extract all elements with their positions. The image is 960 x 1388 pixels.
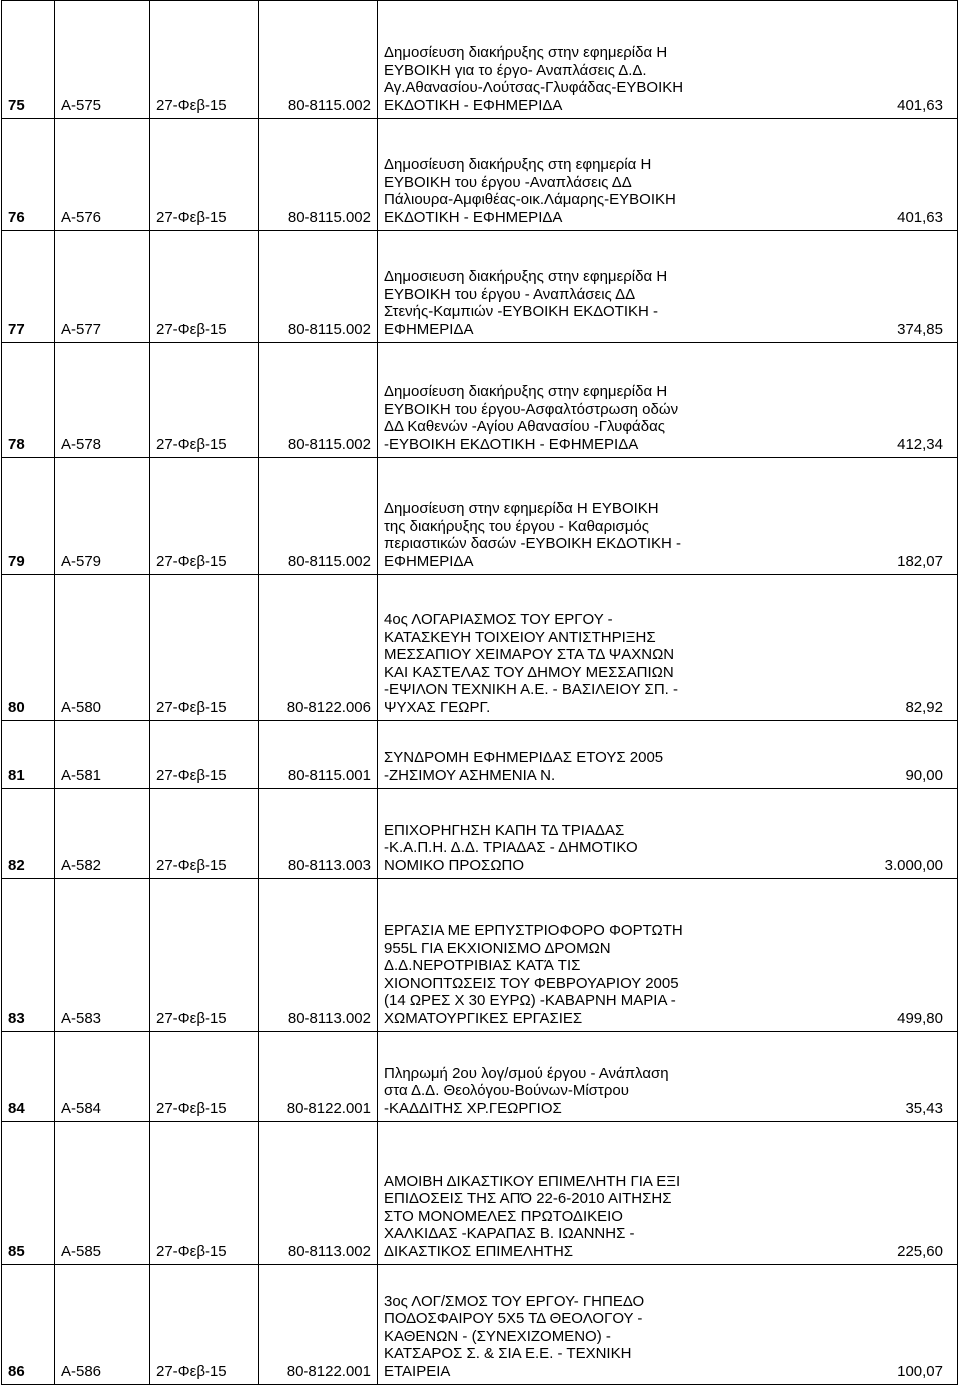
account-code: 80-8115.002 [259,231,378,343]
voucher-code: Α-581 [55,721,150,789]
account-code: 80-8115.002 [259,458,378,575]
payments-table-body [2,1,958,1385]
row-number: 75 [2,1,55,119]
amount-value: 35,43 [905,1099,943,1117]
account-code: 80-8113.003 [259,789,378,879]
voucher-date: 27-Φεβ-15 [150,721,259,789]
account-code: 80-8122.001 [259,1265,378,1385]
description-text: ΑΜΟΙΒΗ ΔΙΚΑΣΤΙΚΟΥ ΕΠΙΜΕΛΗΤΗ ΓΙΑ ΕΞΙ ΕΠΙΔΟΣΕΙΣ ΤΗΣ ΑΠΌ 22-6-2010 ΑΙΤΗΣΗΣ ΣΤΟ ΜΟΝΟΜΕΛΕΣ ΠΡΩΤΟΔΙΚΕΙΟ ΧΑΛΚΙΔΑΣ -ΚΑΡΑΠΑΣ Β. ΙΩΑΝΝΗΣ - ΔΙΚΑΣΤΙΚΟΣ ΕΠΙΜΕΛΗΤΗΣ [384,1172,681,1260]
description-text: Δημοσιευση διακήρυξης στην εφημερίδα Η ΕΥΒΟΙΚΗ του έργου - Αναπλάσεις ΔΔ Στενής-Καμπιών -ΕΥΒΟΙΚΗ ΕΚΔΟΤΙΚΗ - ΕΦΗΜΕΡΙΔΑ [384,268,668,338]
table-row [2,231,958,343]
amount-value: 182,07 [897,552,943,570]
description-cell [378,721,958,789]
account-code: 80-8113.002 [259,879,378,1032]
voucher-code: Α-579 [55,458,150,575]
voucher-date: 27-Φεβ-15 [150,1265,259,1385]
table-row [2,1032,958,1122]
voucher-date: 27-Φεβ-15 [150,1032,259,1122]
description-text: 3ος ΛΟΓ/ΣΜΟΣ ΤΟΥ ΕΡΓΟΥ- ΓΗΠΕΔΟ ΠΟΔΟΣΦΑΙΡΟΥ 5Χ5 ΤΔ ΘΕΟΛΟΓΟΥ - ΚΑΘΕΝΩΝ - (ΣΥΝΕΧΙΖΟΜΕΝΟ) - ΚΑΤΣΑΡΟΣ Σ. & ΣΙΑ Ε.Ε. - ΤΕΧΝΙΚΗ ΕΤΑΙΡΕΙΑ [384,1292,645,1380]
voucher-date: 27-Φεβ-15 [150,1122,259,1265]
voucher-date: 27-Φεβ-15 [150,119,259,231]
description-cell [378,119,958,231]
voucher-code: Α-576 [55,119,150,231]
description-text: Δημοσίευση στην εφημερίδα Η ΕΥΒΟΙΚΗ της διακήρυξης του έργου - Καθαρισμός περιαστικών δασών -ΕΥΒΟΙΚΗ ΕΚΔΟΤΙΚΗ - ΕΦΗΜΕΡΙΔΑ [384,500,682,570]
description-cell [378,789,958,879]
table-row [2,721,958,789]
amount-value: 225,60 [897,1242,943,1260]
table-row [2,879,958,1032]
row-number: 86 [2,1265,55,1385]
row-number: 84 [2,1032,55,1122]
table-row [2,1265,958,1385]
amount-value: 100,07 [897,1362,943,1380]
description-text: 4ος ΛΟΓΑΡΙΑΣΜΟΣ ΤΟΥ ΕΡΓΟΥ - ΚΑΤΑΣΚΕΥΗ ΤΟΙΧΕΙΟΥ ΑΝΤΙΣΤΗΡΙΞΗΣ ΜΕΣΣΑΠΙΟΥ ΧΕΙΜΑΡΟΥ ΣΤΑ ΤΔ ΨΑΧΝΩΝ ΚΑΙ ΚΑΣΤΕΛΑΣ ΤΟΥ ΔΗΜΟΥ ΜΕΣΣΑΠΙΩΝ -ΕΨΙΛΟΝ ΤΕΧΝΙΚΗ Α.Ε. - ΒΑΣΙΛΕΙΟΥ ΣΠ. - ΨΥΧΑΣ ΓΕΩΡΓ. [384,611,678,716]
description-cell [378,1032,958,1122]
table-row [2,458,958,575]
voucher-date: 27-Φεβ-15 [150,575,259,721]
description-text: ΕΡΓΑΣΙΑ ΜΕ ΕΡΠΥΣΤΡΙΟΦΟΡΟ ΦΟΡΤΩΤΗ 955L ΓΙΑ ΕΚΧΙΟΝΙΣΜΟ ΔΡΟΜΩΝ Δ.Δ.ΝΕΡΟΤΡΙΒΙΑΣ ΚΑΤΆ ΤΙΣ ΧΙΟΝΟΠΤΩΣΕΙΣ ΤΟΥ ΦΕΒΡΟΥΑΡΙΟΥ 2005 (14 ΩΡΕΣ Χ 30 ΕΥΡΩ) -ΚΑΒΑΡΝΗ ΜΑΡΙΑ - ΧΩΜΑΤΟΥΡΓΙΚΕΣ ΕΡΓΑΣΙΕΣ [384,922,683,1027]
voucher-date: 27-Φεβ-15 [150,879,259,1032]
row-number: 77 [2,231,55,343]
account-code: 80-8115.001 [259,721,378,789]
table-row [2,575,958,721]
description-cell [378,1122,958,1265]
voucher-code: Α-577 [55,231,150,343]
table-row [2,119,958,231]
amount-value: 401,63 [897,96,943,114]
description-text: ΣΥΝΔΡΟΜΗ ΕΦΗΜΕΡΙΔΑΣ ΕΤΟΥΣ 2005 -ΖΗΣΙΜΟΥ ΑΣΗΜΕΝΙΑ Ν. [384,749,664,784]
table-row [2,1,958,119]
description-text: Δημοσίευση διακήρυξης στη εφημερία Η ΕΥΒΟΙΚΗ του έργου -Αναπλάσεις ΔΔ Πάλιουρα-Αμφιθέας-οικ.Λάμαρης-ΕΥΒΟΙΚΗ ΕΚΔΟΤΙΚΗ - ΕΦΗΜΕΡΙΔΑ [384,156,676,226]
description-text: Δημοσίευση διακήρυξης στην εφημερίδα Η ΕΥΒΟΙΚΗ για το έργο- Αναπλάσεις Δ.Δ. Αγ.Αθανασίου-Λούτσας-Γλυφάδας-ΕΥΒΟΙΚΗ ΕΚΔΟΤΙΚΗ - ΕΦΗΜΕΡΙΔΑ [384,44,684,114]
row-number: 80 [2,575,55,721]
row-number: 82 [2,789,55,879]
amount-value: 3.000,00 [884,856,943,874]
account-code: 80-8113.002 [259,1122,378,1265]
table-row [2,789,958,879]
voucher-date: 27-Φεβ-15 [150,1,259,119]
description-text: ΕΠΙΧΟΡΗΓΗΣΗ ΚΑΠΗ ΤΔ ΤΡΙΑΔΑΣ -Κ.Α.Π.Η. Δ.Δ. ΤΡΙΑΔΑΣ - ΔΗΜΟΤΙΚΟ ΝΟΜΙΚΟ ΠΡΟΣΩΠΟ [384,821,638,874]
voucher-code: Α-575 [55,1,150,119]
payments-table [1,0,958,1385]
description-cell [378,1265,958,1385]
account-code: 80-8122.006 [259,575,378,721]
voucher-code: Α-578 [55,343,150,458]
row-number: 76 [2,119,55,231]
table-row [2,1122,958,1265]
amount-value: 374,85 [897,320,943,338]
voucher-code: Α-586 [55,1265,150,1385]
description-cell [378,343,958,458]
row-number: 81 [2,721,55,789]
amount-value: 401,63 [897,208,943,226]
voucher-date: 27-Φεβ-15 [150,789,259,879]
voucher-code: Α-582 [55,789,150,879]
row-number: 78 [2,343,55,458]
account-code: 80-8115.002 [259,343,378,458]
description-cell [378,879,958,1032]
row-number: 83 [2,879,55,1032]
account-code: 80-8115.002 [259,119,378,231]
description-cell [378,575,958,721]
description-text: Δημοσίευση διακήρυξης στην εφημερίδα Η ΕΥΒΟΙΚΗ του έργου-Ασφαλτόστρωση οδών ΔΔ Καθενών -Αγίου Αθανασίου -Γλυφάδας -ΕΥΒΟΙΚΗ ΕΚΔΟΤΙΚΗ - ΕΦΗΜΕΡΙΔΑ [384,383,679,453]
voucher-date: 27-Φεβ-15 [150,458,259,575]
description-text: Πληρωμή 2ου λογ/σμού έργου - Ανάπλαση στα Δ.Δ. Θεολόγου-Βούνων-Μίστρου -ΚΑΔΔΙΤΗΣ ΧΡ.ΓΕΩΡΓΙΟΣ [384,1064,669,1117]
row-number: 85 [2,1122,55,1265]
voucher-code: Α-585 [55,1122,150,1265]
amount-value: 90,00 [905,766,943,784]
voucher-date: 27-Φεβ-15 [150,231,259,343]
description-cell [378,458,958,575]
amount-value: 499,80 [897,1009,943,1027]
voucher-date: 27-Φεβ-15 [150,343,259,458]
description-cell [378,1,958,119]
voucher-code: Α-580 [55,575,150,721]
voucher-code: Α-584 [55,1032,150,1122]
description-cell [378,231,958,343]
account-code: 80-8122.001 [259,1032,378,1122]
amount-value: 82,92 [905,698,943,716]
voucher-code: Α-583 [55,879,150,1032]
amount-value: 412,34 [897,435,943,453]
table-row [2,343,958,458]
row-number: 79 [2,458,55,575]
account-code: 80-8115.002 [259,1,378,119]
